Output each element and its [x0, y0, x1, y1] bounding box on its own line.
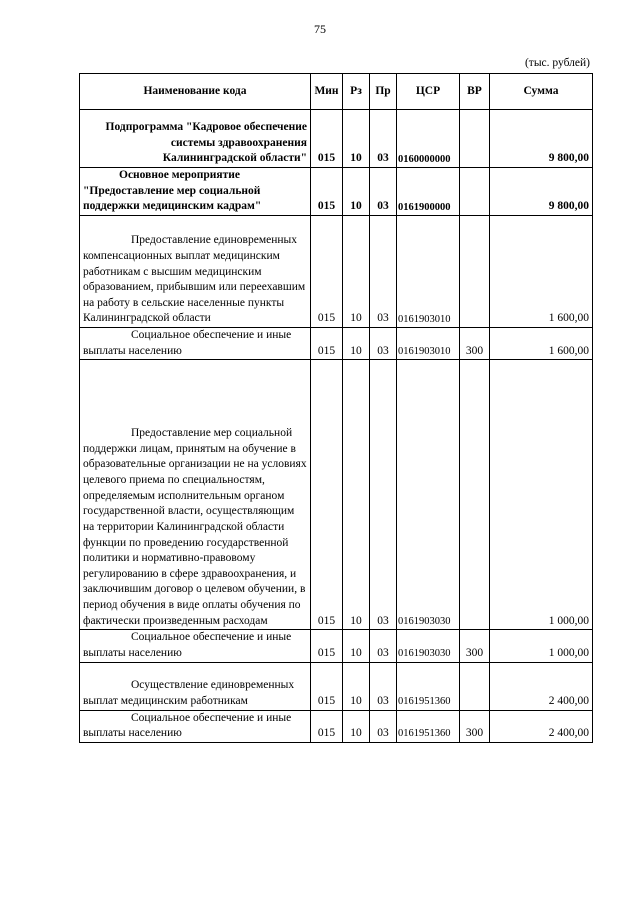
header-min: Мин: [311, 74, 343, 110]
row-vr: [460, 216, 490, 328]
row-sum: 1 600,00: [490, 216, 593, 328]
row-rz: 10: [343, 360, 370, 630]
row-pr: 03: [370, 110, 397, 168]
row-pr: 03: [370, 630, 397, 662]
row-rz: 10: [343, 328, 370, 360]
page-number: 75: [314, 22, 326, 36]
budget-table: [79, 73, 593, 743]
row-csr: 0161903010: [397, 216, 460, 328]
row-csr: 0161951360: [397, 710, 460, 742]
table-row: [80, 710, 593, 742]
row-rz: 10: [343, 630, 370, 662]
row-sum: 1 000,00: [490, 360, 593, 630]
row-name: Социальное обеспечение и иные выплаты населению: [80, 710, 311, 742]
table-row: [80, 168, 593, 216]
row-vr: [460, 662, 490, 710]
header-vr: ВР: [460, 74, 490, 110]
table-row: [80, 110, 593, 168]
row-name: Социальное обеспечение и иные выплаты населению: [80, 630, 311, 662]
row-csr: 0161903030: [397, 360, 460, 630]
row-name: Предоставление единовременных компенсационных выплат медицинским работникам с высшим медицинским образованием, прибывшим или переехавшим на работу в сельские населенные пункты Калининградской области: [80, 216, 311, 328]
header-pr: Пр: [370, 74, 397, 110]
row-min: 015: [311, 360, 343, 630]
row-name: Подпрограмма "Кадровое обеспечение системы здравоохранения Калининградской области": [80, 110, 311, 168]
row-sum: 1 000,00: [490, 630, 593, 662]
header-rz: Рз: [343, 74, 370, 110]
row-name: Осуществление единовременных выплат медицинским работникам: [80, 662, 311, 710]
row-vr: 300: [460, 710, 490, 742]
row-min: 015: [311, 662, 343, 710]
row-vr: 300: [460, 630, 490, 662]
row-min: 015: [311, 216, 343, 328]
row-rz: 10: [343, 662, 370, 710]
table-row: [80, 360, 593, 630]
row-pr: 03: [370, 360, 397, 630]
table-header-row: [80, 74, 593, 110]
row-csr: 0161903010: [397, 328, 460, 360]
row-csr: 0161903030: [397, 630, 460, 662]
row-name: Основное мероприятие "Предоставление мер социальной поддержки медицинским кадрам": [80, 168, 311, 216]
row-vr: [460, 110, 490, 168]
row-csr: 0161951360: [397, 662, 460, 710]
row-vr: 300: [460, 328, 490, 360]
row-pr: 03: [370, 168, 397, 216]
row-sum: 9 800,00: [490, 168, 593, 216]
table-row: [80, 630, 593, 662]
row-vr: [460, 360, 490, 630]
table-row: [80, 216, 593, 328]
row-name: Социальное обеспечение и иные выплаты населению: [80, 328, 311, 360]
row-rz: 10: [343, 710, 370, 742]
row-sum: 2 400,00: [490, 662, 593, 710]
row-min: 015: [311, 168, 343, 216]
row-pr: 03: [370, 328, 397, 360]
row-min: 015: [311, 710, 343, 742]
row-min: 015: [311, 110, 343, 168]
header-name: Наименование кода: [80, 74, 311, 110]
row-pr: 03: [370, 662, 397, 710]
header-csr: ЦСР: [397, 74, 460, 110]
row-pr: 03: [370, 710, 397, 742]
units-note: (тыс. рублей): [524, 57, 590, 69]
row-rz: 10: [343, 216, 370, 328]
row-pr: 03: [370, 216, 397, 328]
row-name: Предоставление мер социальной поддержки лицам, принятым на обучение в образовательные организации не на условиях целевого приема по специальностям, определяемым исполнительным органом государственной власти, осуществляющим на территории Калининградской области функции по проведению государственной политики и нормативно-правовому регулированию в сфере здравоохранения, и заключившим договор о целевом обучении, в период обучения в виде оплаты обучения по фактически произведенным расходам: [80, 360, 311, 630]
row-vr: [460, 168, 490, 216]
row-sum: 2 400,00: [490, 710, 593, 742]
row-rz: 10: [343, 168, 370, 216]
row-csr: 0160000000: [397, 110, 460, 168]
row-rz: 10: [343, 110, 370, 168]
row-min: 015: [311, 630, 343, 662]
row-csr: 0161900000: [397, 168, 460, 216]
header-sum: Сумма: [490, 74, 593, 110]
table-row: [80, 328, 593, 360]
row-min: 015: [311, 328, 343, 360]
row-sum: 9 800,00: [490, 110, 593, 168]
table-row: [80, 662, 593, 710]
row-sum: 1 600,00: [490, 328, 593, 360]
